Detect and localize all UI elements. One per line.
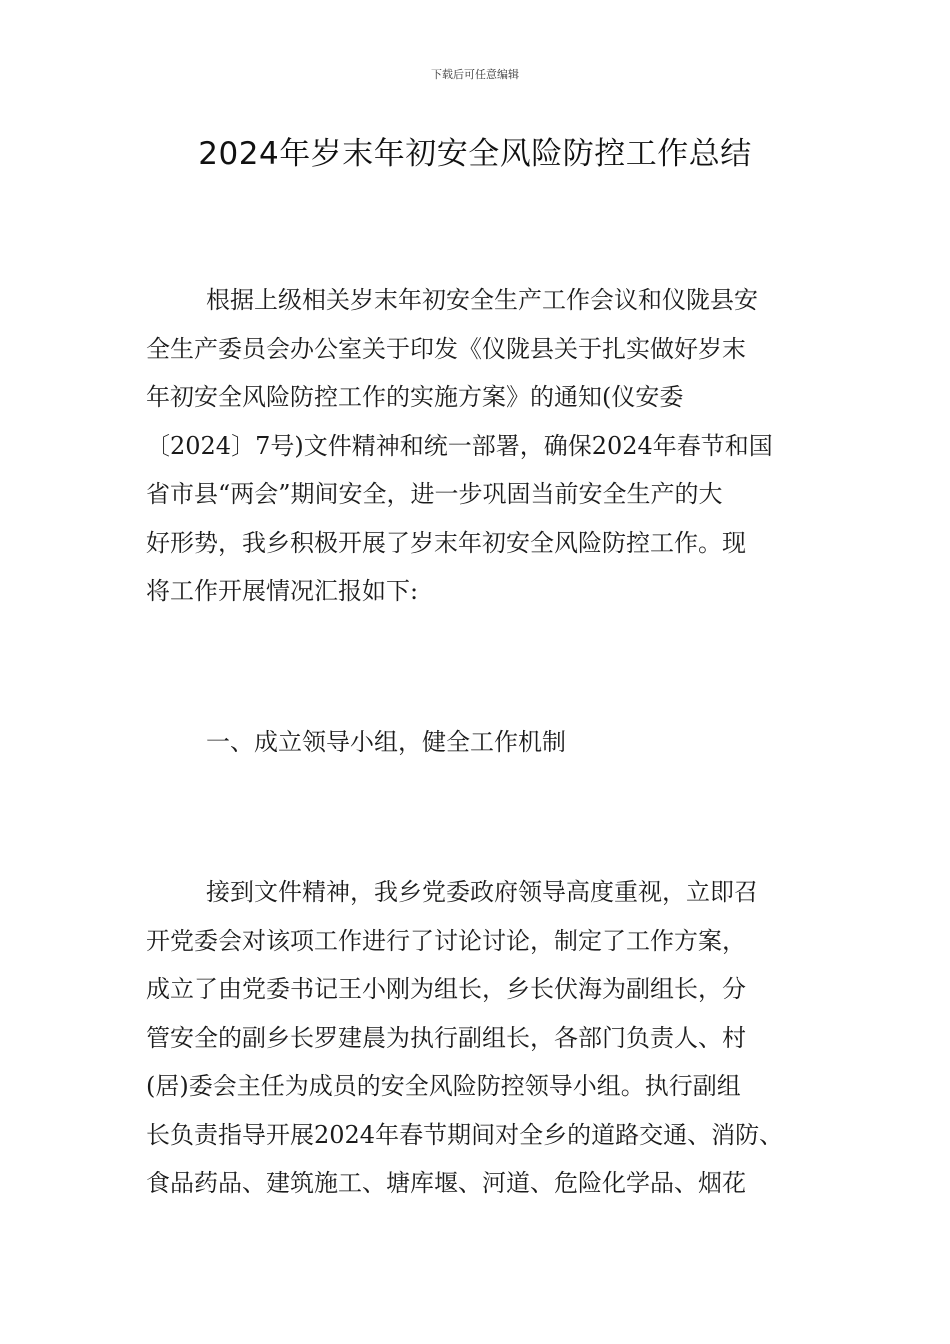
paragraph-line: 根据上级相关岁末年初安全生产工作会议和仪陇县安 (206, 286, 758, 314)
paragraph-line: 长负责指导开展2024年春节期间对全乡的道路交通、消防、 (146, 1120, 784, 1149)
paragraph-line: 成立了由党委书记王小刚为组长，乡长伏海为副组长，分 (146, 975, 746, 1003)
paragraph-1 (146, 276, 826, 616)
paragraph-line: 省市县“两会”期间安全，进一步巩固当前安全生产的大 (146, 480, 723, 508)
section-heading: 一、成立领导小组，健全工作机制 (206, 728, 566, 756)
paragraph-line: 年初安全风险防控工作的实施方案》的通知(仪安委 (146, 383, 684, 411)
paragraph-line: 全生产委员会办公室关于印发《仪陇县关于扎实做好岁末 (146, 334, 746, 363)
paragraph-line: 好形势，我乡积极开展了岁末年初安全风险防控工作。现 (146, 528, 746, 557)
document-title: 2024年岁末年初安全风险防控工作总结 (198, 136, 752, 172)
paragraph-2 (146, 868, 826, 1208)
paragraph-line: 接到文件精神，我乡党委政府领导高度重视，立即召 (206, 878, 758, 906)
paragraph-line: 食品药品、建筑施工、塘库堰、河道、危险化学品、烟花 (146, 1169, 746, 1197)
paragraph-line: (居)委会主任为成员的安全风险防控领导小组。执行副组 (146, 1072, 741, 1100)
header-note: 下载后可任意编辑 (431, 68, 519, 81)
paragraph-line: 管安全的副乡长罗建晨为执行副组长，各部门负责人、村 (146, 1023, 746, 1052)
paragraph-line: 开党委会对该项工作进行了讨论讨论，制定了工作方案， (146, 926, 746, 955)
paragraph-line: 将工作开展情况汇报如下: (146, 577, 419, 605)
paragraph-line: 〔2024〕7号)文件精神和统一部署，确保2024年春节和国 (146, 431, 773, 460)
